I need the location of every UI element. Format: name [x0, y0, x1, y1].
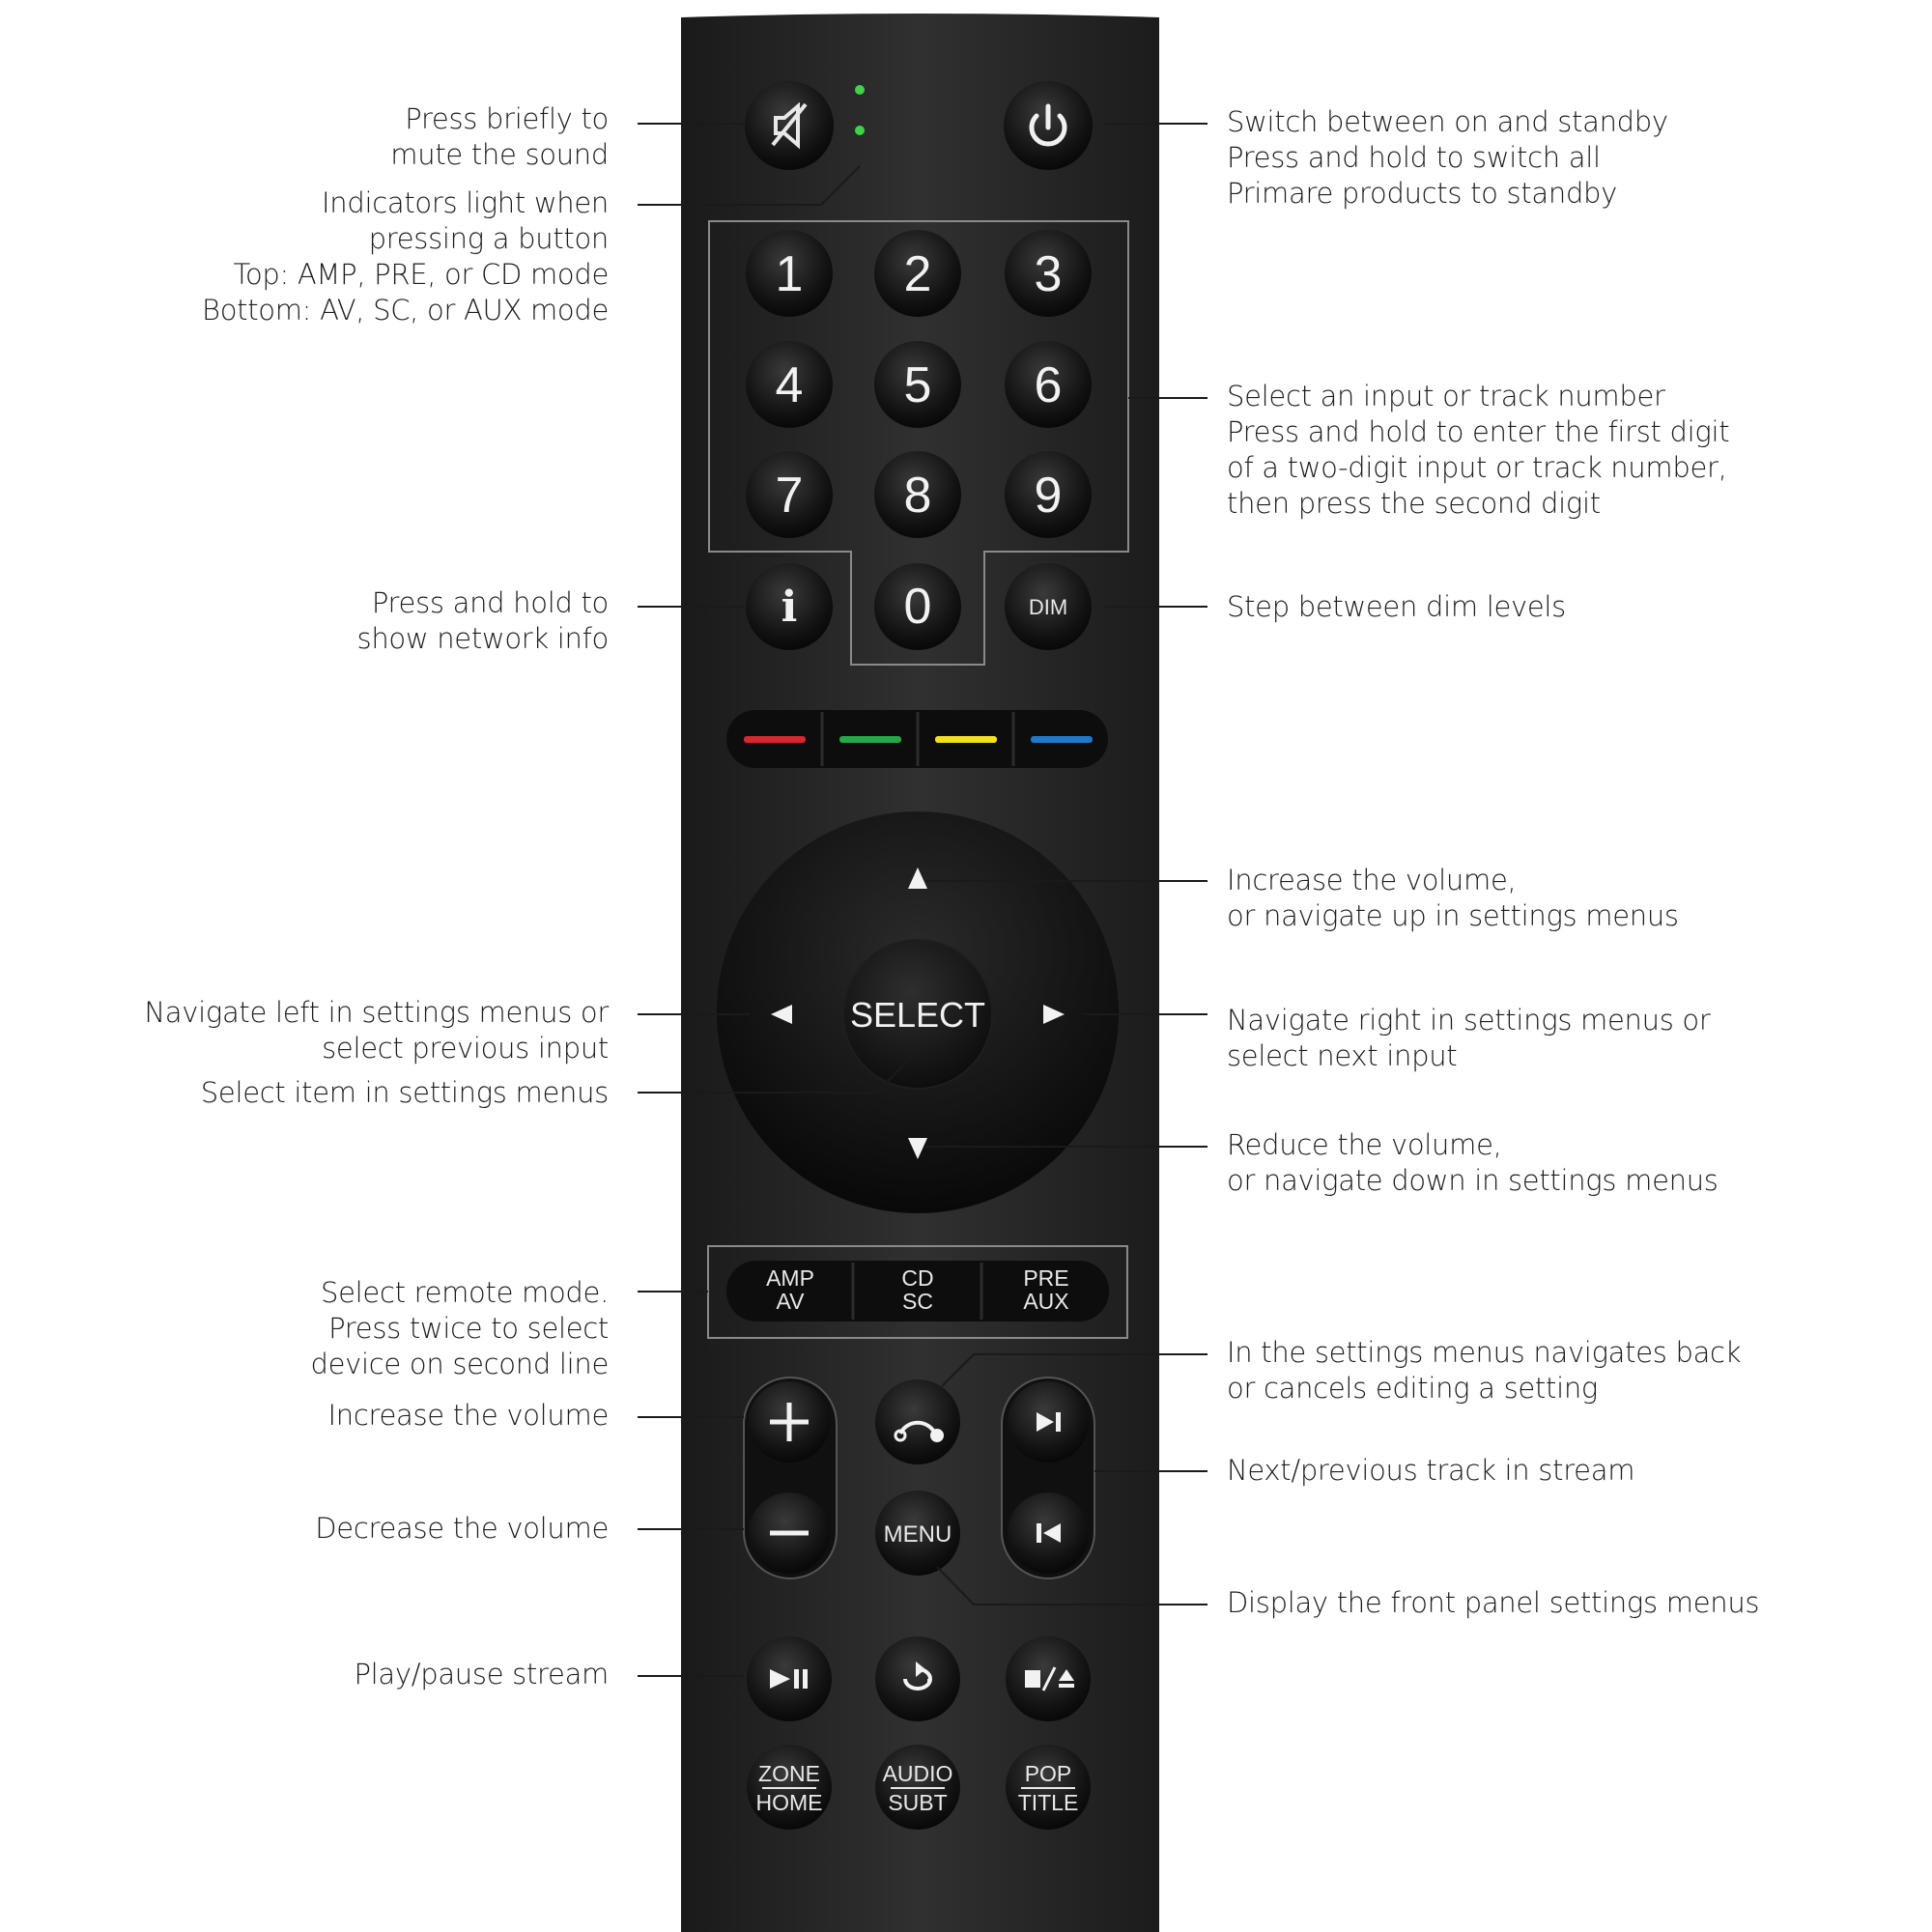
- back-annotation: [1227, 1335, 1741, 1406]
- volume-up-annotation-line1: Increase the volume: [327, 1399, 609, 1432]
- back-annotation-line1: In the settings menus navigates back: [1227, 1336, 1742, 1369]
- info-button[interactable]: [746, 563, 833, 650]
- yellow-button[interactable]: [935, 736, 997, 743]
- red-button[interactable]: [744, 736, 806, 743]
- back-button[interactable]: [875, 1379, 960, 1464]
- button-label-top: AUDIO: [882, 1761, 953, 1786]
- mode-label-bottom: SC: [902, 1289, 933, 1314]
- left-annotation-line2: select previous input: [322, 1032, 609, 1065]
- dim-annotation: [1227, 589, 1566, 625]
- button-label-bottom: HOME: [755, 1790, 823, 1815]
- number-label: 3: [1034, 246, 1063, 302]
- number-button-5[interactable]: [874, 341, 961, 428]
- indicators-annotation-line3: Top: AMP, PRE, or CD mode: [233, 258, 609, 291]
- left-annotation: [144, 995, 609, 1066]
- number-button-8[interactable]: [874, 451, 961, 538]
- repeat-button[interactable]: [875, 1636, 960, 1721]
- mode-label-top: PRE: [1023, 1265, 1069, 1291]
- number-label: 2: [903, 246, 932, 302]
- menu-button[interactable]: [875, 1491, 960, 1576]
- mode-annotation-line1: Select remote mode.: [321, 1276, 609, 1309]
- down-annotation-line1: Reduce the volume,: [1227, 1128, 1502, 1161]
- number-label: 4: [775, 357, 804, 413]
- pre-aux-button[interactable]: [986, 1263, 1106, 1320]
- indicators-annotation-line4: Bottom: AV, SC, or AUX mode: [202, 294, 609, 327]
- volume-up-button[interactable]: [749, 1381, 830, 1463]
- green-button[interactable]: [839, 736, 901, 743]
- volume-down-annotation-line1: Decrease the volume: [315, 1512, 609, 1545]
- info-annotation: [357, 585, 609, 657]
- mode-annotation-line2: Press twice to select: [328, 1312, 609, 1345]
- info-annotation-line1: Press and hold to: [371, 586, 609, 619]
- mode-label-bottom: AUX: [1023, 1289, 1069, 1314]
- numbers-annotation-line1: Select an input or track number: [1227, 380, 1665, 412]
- menu-label: MENU: [883, 1521, 952, 1548]
- audio-subt-button[interactable]: [875, 1745, 960, 1830]
- select-button[interactable]: [843, 940, 992, 1089]
- up-annotation-line2: or navigate up in settings menus: [1227, 899, 1679, 932]
- select-annotation: [201, 1075, 609, 1111]
- select-label: SELECT: [849, 995, 986, 1035]
- number-label: 9: [1034, 468, 1063, 524]
- info-icon: i: [781, 582, 798, 632]
- amp-av-button[interactable]: [730, 1263, 850, 1320]
- play-pause-button[interactable]: [747, 1636, 832, 1721]
- back-annotation-line2: or cancels editing a setting: [1227, 1372, 1599, 1405]
- right-annotation-line2: select next input: [1227, 1039, 1458, 1072]
- menu-annotation-line1: Display the front panel settings menus: [1227, 1586, 1760, 1619]
- power-annotation-line3: Primare products to standby: [1227, 177, 1618, 210]
- next-previous-annotation: [1227, 1453, 1634, 1489]
- number-label: 6: [1034, 357, 1063, 413]
- right-annotation: [1227, 1003, 1711, 1074]
- mode-label-top: CD: [901, 1265, 934, 1291]
- number-label: 5: [903, 357, 932, 413]
- stop-eject-button[interactable]: [1006, 1636, 1091, 1721]
- mode-annotation-line3: device on second line: [310, 1348, 609, 1380]
- mode-label-bottom: AV: [776, 1289, 805, 1314]
- down-annotation: [1227, 1127, 1719, 1199]
- up-annotation-line1: Increase the volume,: [1227, 864, 1517, 896]
- volume-down-button[interactable]: [749, 1492, 830, 1574]
- number-button-6[interactable]: [1005, 341, 1092, 428]
- button-label-top: ZONE: [758, 1761, 820, 1786]
- number-button-3[interactable]: [1005, 230, 1092, 317]
- mode-annotation: [311, 1275, 610, 1382]
- number-label: 8: [903, 468, 932, 524]
- numbers-annotation-line4: then press the second digit: [1227, 487, 1601, 520]
- number-button-1[interactable]: [746, 230, 833, 317]
- power-annotation: [1227, 104, 1668, 212]
- number-button-2[interactable]: [874, 230, 961, 317]
- indicator-led-bottom: [855, 126, 865, 135]
- number-label: 7: [775, 468, 804, 524]
- mute-button[interactable]: [745, 81, 834, 170]
- left-annotation-line1: Navigate left in settings menus or: [144, 996, 609, 1029]
- dim-button[interactable]: [1005, 563, 1092, 650]
- play-annotation: [354, 1657, 609, 1692]
- power-annotation-line1: Switch between on and standby: [1227, 105, 1668, 138]
- numbers-annotation-line2: Press and hold to enter the first digit: [1227, 415, 1730, 448]
- indicator-led-top: [855, 85, 865, 95]
- menu-annotation: [1227, 1585, 1759, 1621]
- number-label: 1: [775, 246, 804, 302]
- indicators-annotation-line2: pressing a button: [368, 222, 609, 255]
- number-button-7[interactable]: [746, 451, 833, 538]
- zero-button[interactable]: [874, 563, 961, 650]
- select-annotation-line1: Select item in settings menus: [200, 1076, 609, 1109]
- power-button[interactable]: [1004, 81, 1093, 170]
- next-previous-annotation-line1: Next/previous track in stream: [1227, 1454, 1635, 1487]
- button-label-top: POP: [1024, 1761, 1072, 1786]
- pop-title-button[interactable]: [1006, 1745, 1091, 1830]
- numbers-annotation-line3: of a two-digit input or track number,: [1227, 451, 1727, 484]
- previous-track-button[interactable]: [1008, 1492, 1089, 1574]
- zone-home-button[interactable]: [747, 1745, 832, 1830]
- dim-annotation-line1: Step between dim levels: [1227, 590, 1566, 623]
- mute-annotation-line2: mute the sound: [390, 138, 609, 171]
- button-label-bottom: SUBT: [888, 1790, 948, 1815]
- power-annotation-line2: Press and hold to switch all: [1227, 141, 1601, 174]
- numbers-annotation: [1227, 379, 1729, 522]
- dim-label: DIM: [1028, 595, 1068, 619]
- mute-annotation-line1: Press briefly to: [405, 102, 609, 135]
- volume-up-annotation: [328, 1398, 610, 1434]
- next-track-button[interactable]: [1008, 1381, 1089, 1463]
- button-label-bottom: TITLE: [1017, 1790, 1079, 1815]
- up-annotation: [1227, 863, 1679, 934]
- indicators-annotation-line1: Indicators light when: [322, 186, 609, 219]
- blue-button[interactable]: [1031, 736, 1093, 743]
- number-button-9[interactable]: [1005, 451, 1092, 538]
- mute-annotation: [390, 101, 609, 173]
- down-annotation-line2: or navigate down in settings menus: [1227, 1164, 1719, 1197]
- volume-down-annotation: [315, 1511, 609, 1547]
- right-annotation-line1: Navigate right in settings menus or: [1227, 1004, 1711, 1037]
- indicators-annotation: [202, 185, 609, 328]
- mode-label-top: AMP: [766, 1265, 814, 1291]
- play-annotation-line1: Play/pause stream: [354, 1658, 609, 1690]
- number-button-4[interactable]: [746, 341, 833, 428]
- cd-sc-button[interactable]: [858, 1263, 978, 1320]
- info-annotation-line2: show network info: [356, 622, 609, 655]
- zero-label: 0: [903, 579, 932, 635]
